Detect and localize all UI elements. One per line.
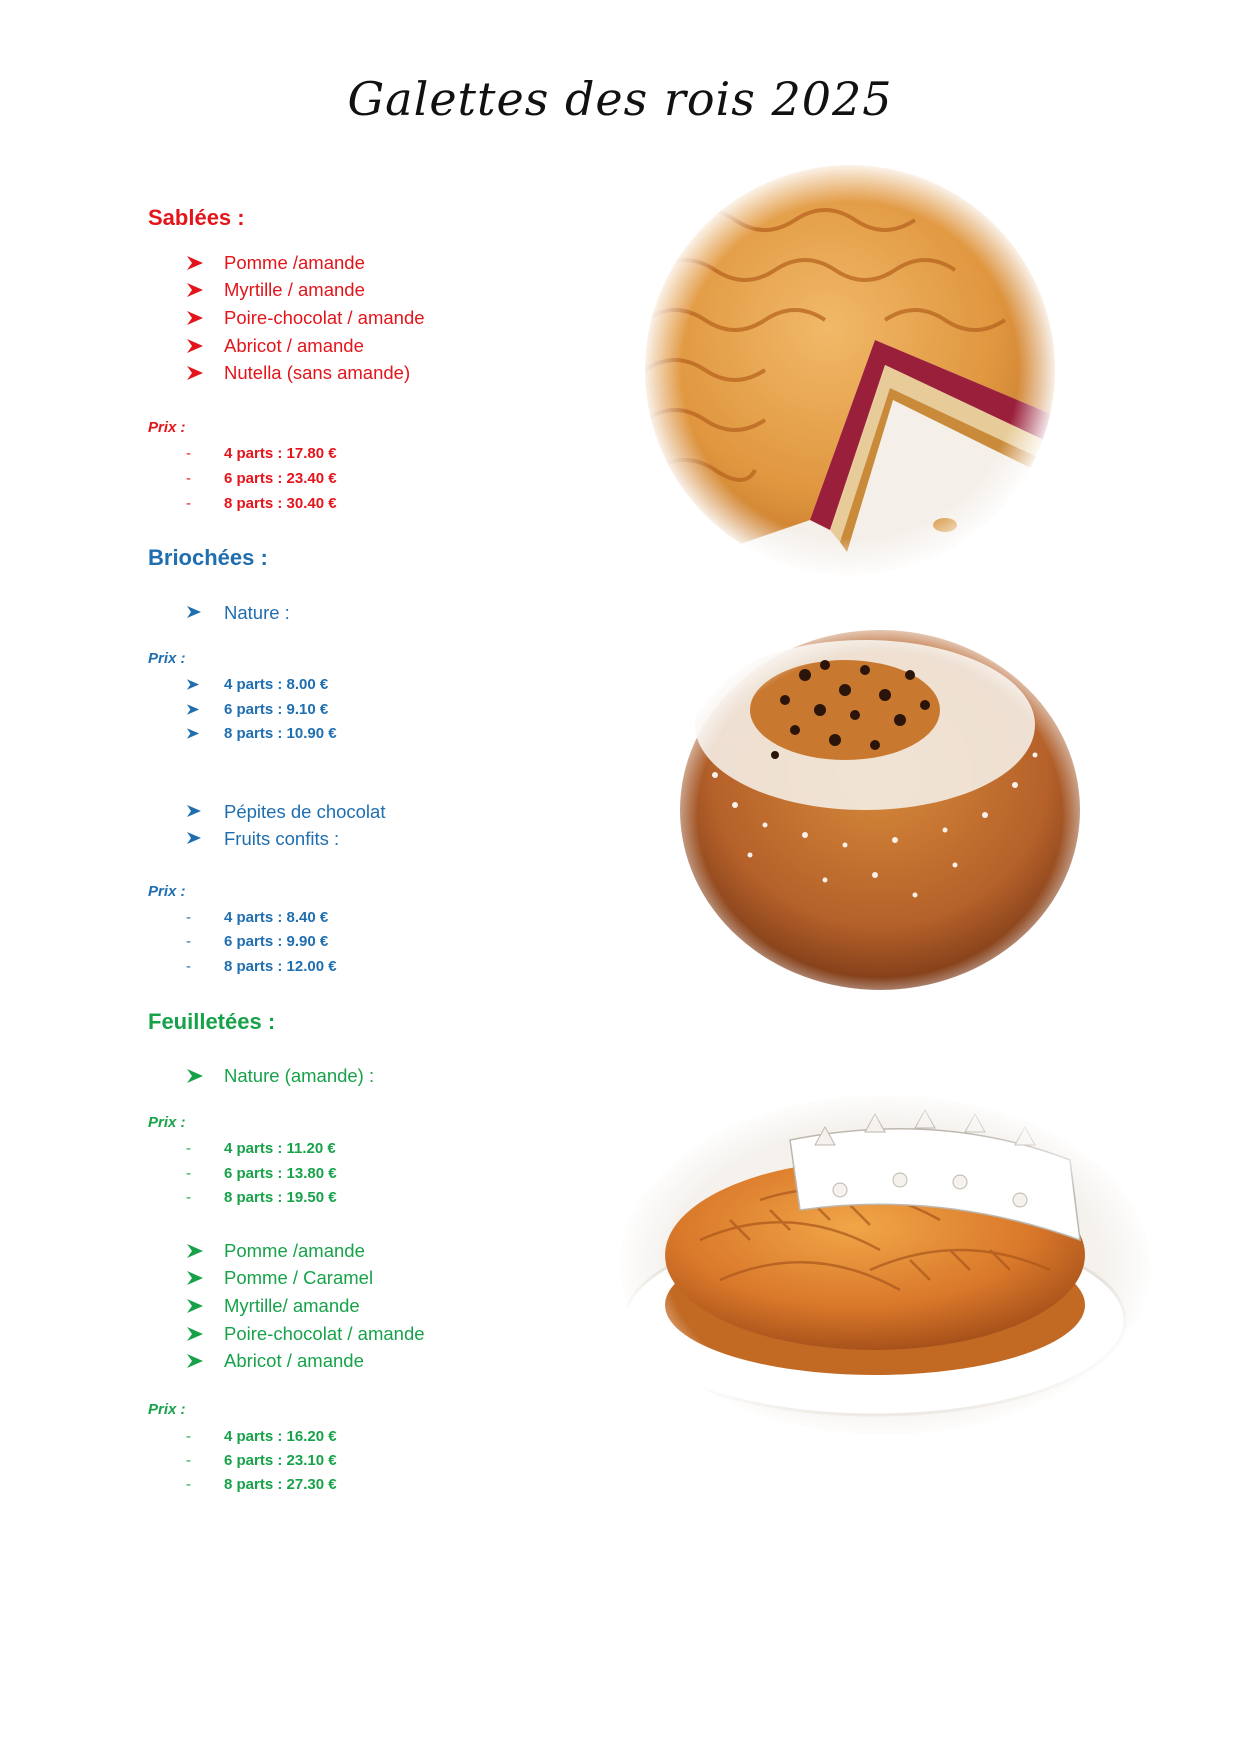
arrow-bullet-icon — [186, 1322, 206, 1346]
prix-label: Prix : — [148, 883, 186, 900]
arrow-bullet-icon — [186, 1349, 206, 1373]
section-heading-sablees: Sablées : — [148, 205, 245, 230]
arrow-bullet-icon — [186, 278, 206, 302]
prix-label: Prix : — [148, 1401, 186, 1418]
arrow-bullet-icon — [186, 1064, 206, 1088]
arrow-bullet-icon — [186, 1266, 206, 1290]
arrow-bullet-icon — [186, 800, 206, 824]
feuilletee-galette-photo — [610, 1090, 1160, 1440]
prix-label: Prix : — [148, 419, 186, 436]
page-title: Galettes des rois 2025 — [347, 72, 893, 126]
prix-label: Prix : — [148, 1114, 186, 1131]
arrow-bullet-icon — [186, 306, 206, 330]
arrow-bullet-icon — [186, 251, 206, 275]
section-heading-feuilletees: Feuilletées : — [148, 1009, 276, 1034]
arrow-bullet-icon — [186, 361, 206, 385]
arrow-bullet-icon — [186, 1239, 206, 1263]
arrow-bullet-icon — [186, 827, 206, 851]
briochee-galette-photo — [655, 615, 1105, 1015]
arrow-bullet-icon — [186, 1294, 206, 1318]
prix-label: Prix : — [148, 650, 186, 667]
arrow-bullet-icon — [186, 601, 206, 625]
sablee-galette-photo — [635, 160, 1065, 580]
arrow-bullet-icon — [186, 334, 206, 358]
section-heading-briochees: Briochées : — [148, 545, 268, 570]
